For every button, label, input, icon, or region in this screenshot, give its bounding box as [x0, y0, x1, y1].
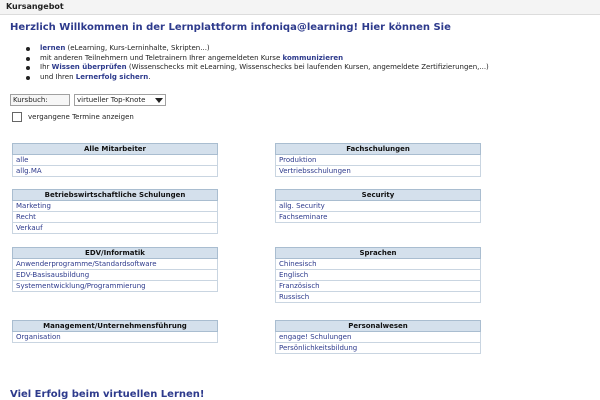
panel-link[interactable]: Marketing	[12, 201, 218, 212]
window-title: Kursangebot	[6, 2, 64, 11]
kursbuch-select-value: virtueller Top-Knote	[77, 96, 146, 104]
panel-link[interactable]: Chinesisch	[275, 259, 481, 270]
panel-header: EDV/Informatik	[12, 247, 218, 259]
intro-list	[26, 44, 489, 82]
kursbuch-input[interactable]: Kursbuch:	[10, 94, 70, 106]
panel-header: Fachschulungen	[275, 143, 481, 155]
panel-alle-mitarbeiter	[12, 143, 218, 177]
intro-item-learn	[26, 44, 489, 54]
panel-header: Security	[275, 189, 481, 201]
panel-edv	[12, 247, 218, 292]
panel-link[interactable]: allg. Security	[275, 201, 481, 212]
chevron-down-icon	[155, 98, 163, 103]
panel-link[interactable]: Fachseminare	[275, 212, 481, 223]
panel-link[interactable]: Produktion	[275, 155, 481, 166]
past-dates-row	[12, 112, 134, 122]
intro-check-keyword: Wissen überprüfen	[51, 63, 127, 71]
panel-header: Alle Mitarbeiter	[12, 143, 218, 155]
panel-link[interactable]: alle	[12, 155, 218, 166]
panel-personalwesen	[275, 320, 481, 354]
intro-communicate-text: mit anderen Teilnehmern und Teletrainern Ihrer angemeldeten Kurse	[40, 53, 283, 62]
past-dates-label: vergangene Termine anzeigen	[28, 113, 134, 121]
panel-link[interactable]: Systementwicklung/Programmierung	[12, 281, 218, 292]
panel-link[interactable]: Vertriebsschulungen	[275, 166, 481, 177]
intro-communicate-keyword: kommunizieren	[282, 53, 344, 62]
panel-link[interactable]: Verkauf	[12, 223, 218, 234]
panel-fachschulungen	[275, 143, 481, 177]
panel-sprachen	[275, 247, 481, 303]
panel-link[interactable]: Persönlichkeitsbildung	[275, 343, 481, 354]
intro-learn-keyword: lernen	[40, 44, 66, 52]
panel-link[interactable]: Französisch	[275, 281, 481, 292]
intro-check-prefix: Ihr	[40, 63, 52, 71]
panel-link[interactable]: EDV-Basisausbildung	[12, 270, 218, 281]
panel-header: Personalwesen	[275, 320, 481, 332]
intro-item-success	[26, 73, 489, 83]
intro-item-communicate	[26, 54, 489, 64]
intro-learn-text: (eLearning, Kurs-Lerninhalte, Skripten...)	[65, 44, 210, 52]
panel-header: Betriebswirtschaftliche Schulungen	[12, 189, 218, 201]
window-titlebar	[0, 0, 600, 15]
intro-item-check	[26, 63, 489, 73]
panel-header: Management/Unternehmensführung	[12, 320, 218, 332]
kursbuch-select[interactable]	[74, 94, 166, 106]
intro-success-keyword: Lernerfolg sichern	[75, 72, 149, 81]
intro-success-suffix: .	[148, 72, 151, 81]
footer-message: Viel Erfolg beim virtuellen Lernen!	[10, 389, 205, 400]
panel-management	[12, 320, 218, 343]
panel-link[interactable]: engage! Schulungen	[275, 332, 481, 343]
panel-header: Sprachen	[275, 247, 481, 259]
panel-link[interactable]: Englisch	[275, 270, 481, 281]
intro-check-text: (Wissenschecks mit eLearning, Wissenschecks bei laufenden Kursen, angemeldete Zertifizierungen,...)	[126, 63, 489, 71]
panel-link[interactable]: allg.MA	[12, 166, 218, 177]
panel-link[interactable]: Organisation	[12, 332, 218, 343]
panel-link[interactable]: Recht	[12, 212, 218, 223]
panel-link[interactable]: Russisch	[275, 292, 481, 303]
intro-success-prefix: und Ihren	[40, 72, 76, 81]
past-dates-checkbox[interactable]	[12, 112, 22, 122]
panel-betriebswirtschaft	[12, 189, 218, 234]
panel-link[interactable]: Anwenderprogramme/Standardsoftware	[12, 259, 218, 270]
panel-security	[275, 189, 481, 223]
welcome-heading: Herzlich Willkommen in der Lernplattform infoniqa@learning! Hier können Sie	[10, 22, 451, 33]
